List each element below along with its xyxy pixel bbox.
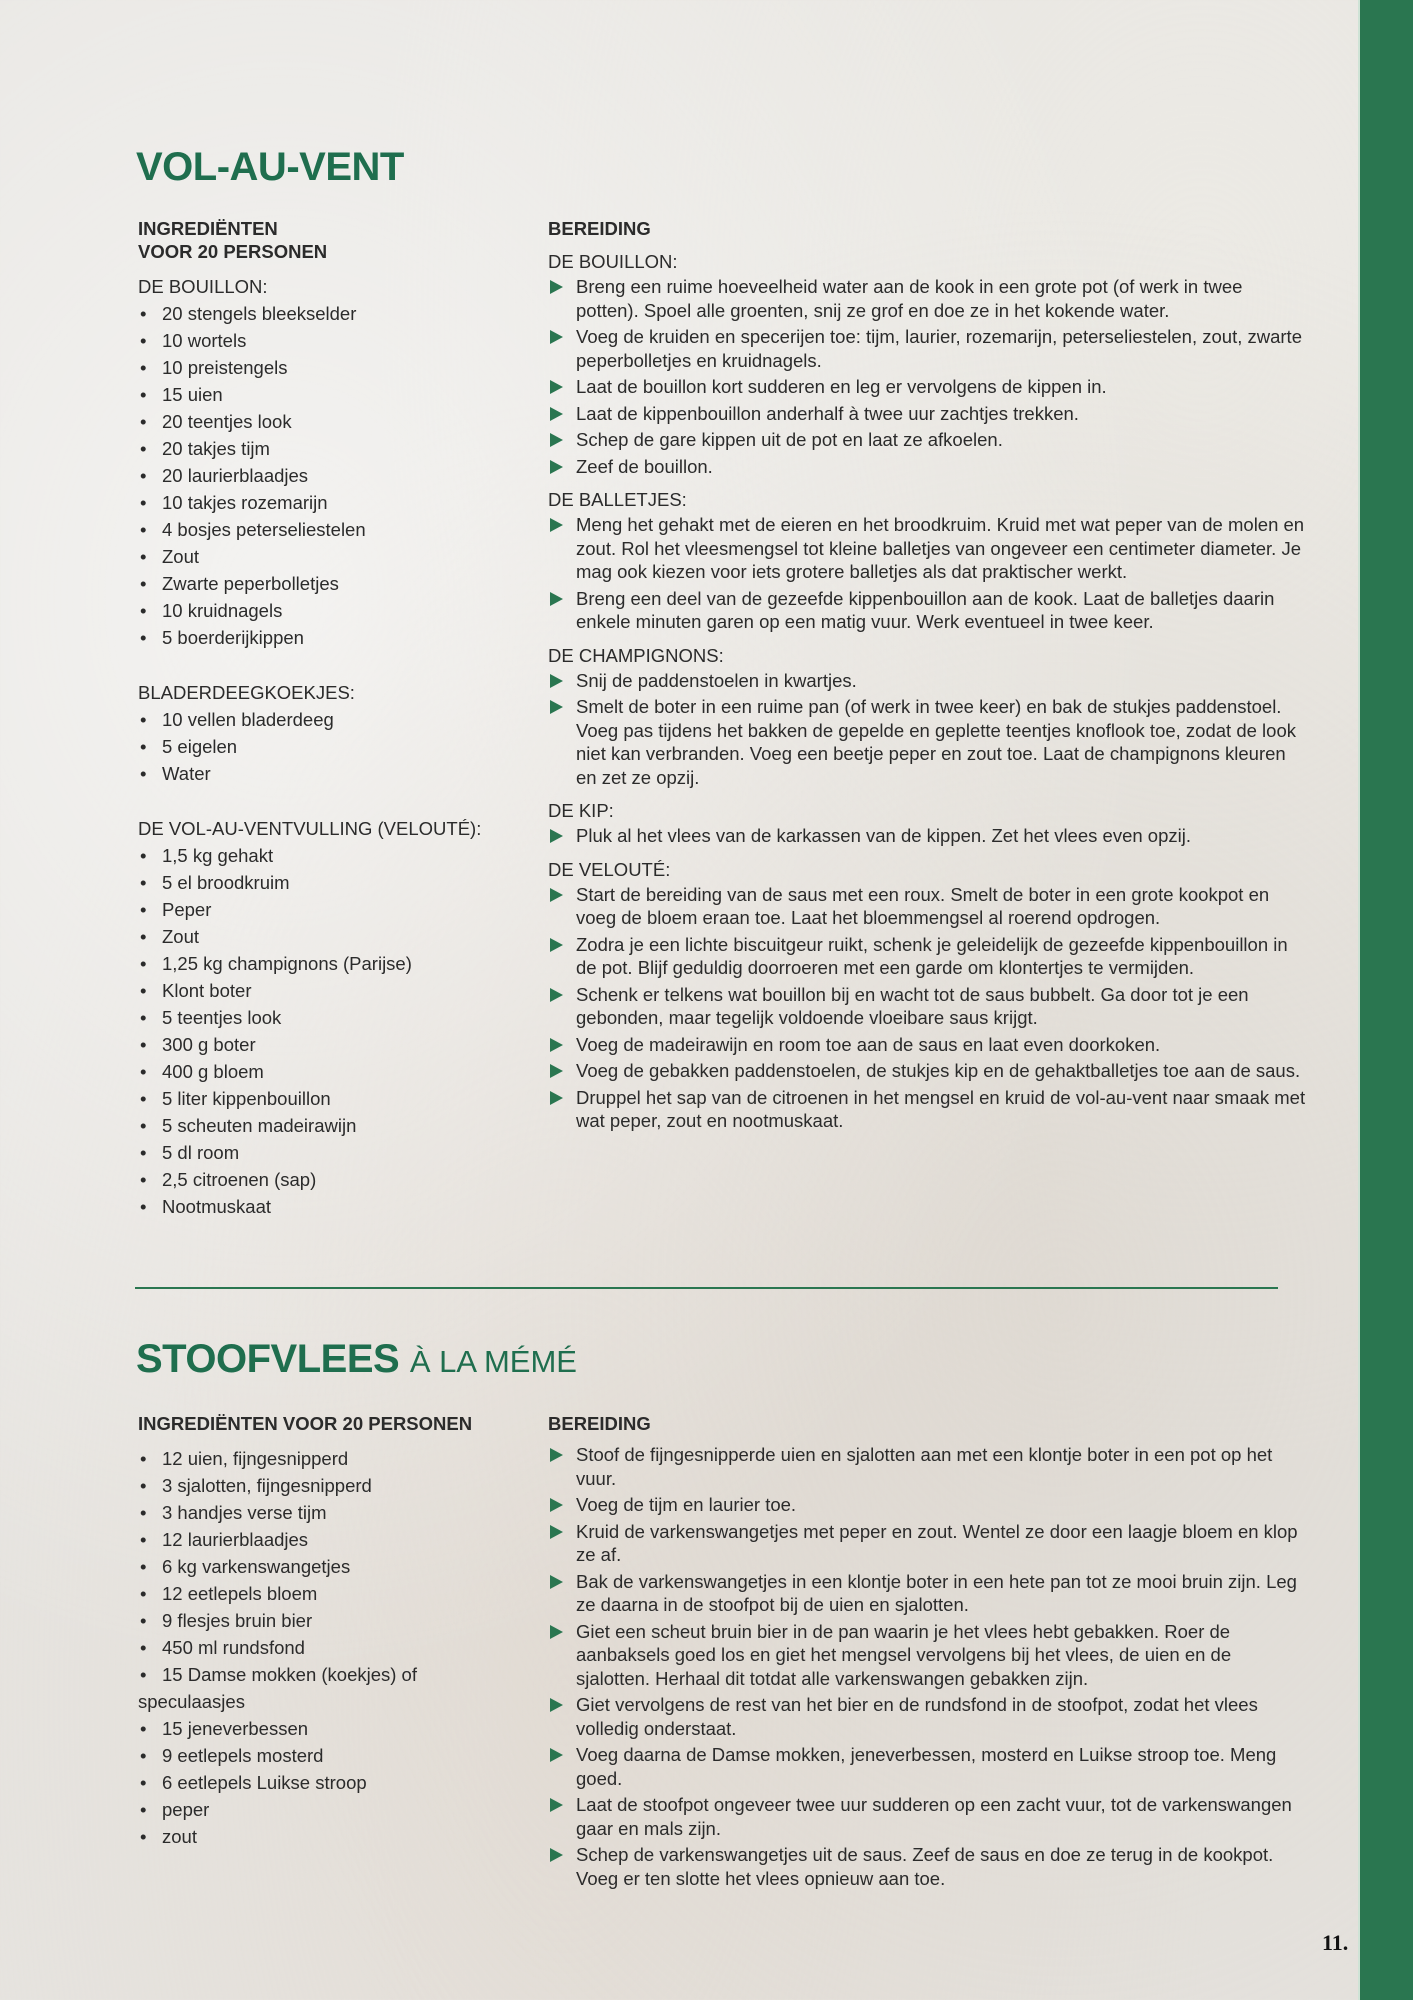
ingredient-item: • Zwarte peperbolletjes: [138, 570, 508, 597]
step-list: [548, 513, 1308, 634]
step-text: Voeg de kruiden en specerijen toe: tijm, laurier, rozemarijn, peterseliestelen, zout, zwarte peperbolletjes en kruidnagels.: [576, 326, 1302, 371]
step-text: Zeef de bouillon.: [576, 455, 713, 477]
ingredient-group: [138, 1445, 508, 1850]
step-list: [548, 669, 1308, 790]
recipe-title-stoofvlees: [136, 1337, 577, 1382]
preparation-heading: BEREIDING: [548, 218, 651, 239]
ingredient-text: 15 Damse mokken (koekjes) of speculaasjes: [138, 1664, 417, 1712]
step-text: Giet een scheut bruin bier in de pan waarin je het vlees hebt gebakken. Roer de aanbaksels goed los en giet het mengsel vervolgens bij het vlees, de uien en de sjalotten. Herhaal dit totdat alle varkenswangen gebakken zijn.: [576, 1620, 1232, 1689]
step-item: [548, 695, 1308, 789]
step-text: Meng het gehakt met de eieren en het broodkruim. Kruid met wat peper van de molen en zout. Rol het vleesmengsel tot kleine balletjes van ongeveer een centimeter diameter. Je mag ook kiezen voor iets grotere balletjes als dat praktischer werkt.: [576, 514, 1305, 582]
play-arrow-icon: [550, 1798, 563, 1812]
step-item: [548, 375, 1308, 399]
step-group: [548, 642, 1308, 790]
ingredient-item: • 10 takjes rozemarijn: [138, 489, 508, 516]
ingredients-heading: INGREDIËNTEN VOOR 20 PERSONEN: [138, 1413, 473, 1434]
ingredient-item: • 15 uien: [138, 381, 508, 408]
recipe-title-vol-au-vent: [136, 145, 404, 190]
step-group: [548, 797, 1308, 848]
ingredient-item: • Zout: [138, 923, 508, 950]
step-item: [548, 275, 1308, 322]
ingredient-item: • 5 liter kippenbouillon: [138, 1085, 508, 1112]
step-text: Start de bereiding van de saus met een roux. Smelt de boter in een grote kookpot en voeg de bloem eraan toe. Laat het bloemmengsel al roerend opdrogen.: [576, 883, 1270, 928]
step-item: [548, 1843, 1308, 1890]
play-arrow-icon: [550, 1091, 563, 1105]
step-item: [548, 1086, 1308, 1133]
play-arrow-icon: [550, 1625, 563, 1639]
step-group: [548, 1443, 1308, 1890]
ingredient-item: • Klont boter: [138, 977, 508, 1004]
step-list: [548, 1443, 1308, 1890]
play-arrow-icon: [550, 888, 563, 902]
step-text: Bak de varkenswangetjes in een klontje boter in een hete pan tot ze mooi bruin zijn. Leg ze daarna in de stoofpot bij de uien en sjalotten.: [576, 1570, 1297, 1615]
step-item: [548, 1570, 1308, 1617]
play-arrow-icon: [550, 1038, 563, 1052]
ingredient-item: • 5 scheuten madeirawijn: [138, 1112, 508, 1139]
ingredient-item: • 10 kruidnagels: [138, 597, 508, 624]
step-group: [548, 248, 1308, 478]
title-suffix: À LA MÉMÉ: [409, 1344, 577, 1379]
step-item: [548, 1520, 1308, 1567]
play-arrow-icon: [550, 988, 563, 1002]
ingredient-item: • 9 eetlepels mosterd: [138, 1742, 508, 1769]
step-text: Stoof de fijngesnipperde uien en sjalotten aan met een klontje boter in een pot op het vuur.: [576, 1444, 1273, 1489]
step-group: [548, 856, 1308, 1133]
play-arrow-icon: [550, 330, 563, 344]
step-item: [548, 513, 1308, 584]
step-group-heading: DE BALLETJES:: [548, 489, 687, 510]
ingredient-item: • 10 vellen bladerdeeg: [138, 706, 508, 733]
step-group-heading: DE VELOUTÉ:: [548, 858, 671, 880]
step-item: [548, 933, 1308, 980]
ingredient-item: • 1,5 kg gehakt: [138, 842, 508, 869]
step-text: Zodra je een lichte biscuitgeur ruikt, schenk je geleidelijk de gezeefde kippenbouillon in de pot. Blijf geduldig doorroeren met een garde om klontertjes te vermijden.: [576, 933, 1288, 978]
step-item: [548, 587, 1308, 634]
ingredient-item: • 300 g boter: [138, 1031, 508, 1058]
ingredient-item: • 5 boerderijkippen: [138, 624, 508, 651]
ingredient-group-heading: DE BOUILLON:: [138, 276, 268, 297]
ingredient-item: • 3 handjes verse tijm: [138, 1499, 508, 1526]
step-text: Laat de bouillon kort sudderen en leg er vervolgens de kippen in.: [576, 376, 1107, 397]
step-text: Schenk er telkens wat bouillon bij en wacht tot de saus bubbelt. Ga door tot je een gebonden, maar tegelijk voldoende vloeibare saus krijgt.: [576, 983, 1249, 1028]
title-main: VOL-AU-VENT: [136, 145, 404, 189]
ingredient-item: • 5 el broodkruim: [138, 869, 508, 896]
page-number: 11.: [1322, 1930, 1349, 1955]
step-item: [548, 883, 1308, 930]
step-item: [548, 428, 1308, 452]
preparation-heading: BEREIDING: [548, 1413, 651, 1434]
ingredient-group: [138, 815, 508, 1220]
play-arrow-icon: [550, 674, 563, 688]
preparation-column: [548, 217, 1308, 1136]
ingredient-item: • 400 g bloem: [138, 1058, 508, 1085]
play-arrow-icon: [550, 1525, 563, 1539]
ingredients-column: [138, 1412, 508, 1850]
play-arrow-icon: [550, 1448, 563, 1462]
step-item: [548, 669, 1308, 693]
ingredient-item: • 20 takjes tijm: [138, 435, 508, 462]
step-group-heading: DE BOUILLON:: [548, 251, 678, 272]
ingredient-item: • 10 preistengels: [138, 354, 508, 381]
ingredient-item: • 20 teentjes look: [138, 408, 508, 435]
step-item: [548, 1033, 1308, 1057]
play-arrow-icon: [550, 1498, 563, 1512]
play-arrow-icon: [550, 1748, 563, 1762]
ingredient-item: • peper: [138, 1796, 508, 1823]
ingredient-item: • 12 laurierblaadjes: [138, 1526, 508, 1553]
ingredients-heading: INGREDIËNTEN: [138, 218, 278, 239]
play-arrow-icon: [550, 1698, 563, 1712]
title-main: STOOFVLEES: [136, 1337, 400, 1381]
step-text: Pluk al het vlees van de karkassen van de kippen. Zet het vlees even opzij.: [576, 825, 1191, 846]
step-text: Voeg de gebakken paddenstoelen, de stukjes kip en de gehaktballetjes toe aan de saus.: [576, 1060, 1301, 1081]
ingredient-group-heading: BLADERDEEGKOEKJES:: [138, 682, 355, 703]
ingredient-item: • 4 bosjes peterseliestelen: [138, 516, 508, 543]
play-arrow-icon: [550, 407, 563, 421]
step-item: [548, 1493, 1308, 1517]
play-arrow-icon: [550, 829, 563, 843]
step-item: [548, 455, 1308, 479]
step-item: [548, 1693, 1308, 1740]
ingredient-group: [138, 273, 508, 651]
ingredient-group: [138, 679, 508, 787]
ingredient-group-heading: DE VOL-AU-VENTVULLING (VELOUTÉ):: [138, 818, 482, 839]
play-arrow-icon: [550, 433, 563, 447]
step-group-heading: DE CHAMPIGNONS:: [548, 644, 724, 666]
step-text: Smelt de boter in een ruime pan (of werk in twee keer) en bak de stukjes paddenstoel. Voeg pas tijdens het bakken de gepelde en geplette teentjes knoflook toe, zodat de look niet kan verbranden. Voeg een beetje peper en zout toe. Laat de champignons kleuren en zet ze opzij.: [576, 696, 1296, 788]
step-item: [548, 824, 1308, 848]
ingredient-item: • 1,25 kg champignons (Parijse): [138, 950, 508, 977]
step-text: Kruid de varkenswangetjes met peper en zout. Wentel ze door een laagje bloem en klop ze af.: [576, 1520, 1298, 1565]
preparation-column: [548, 1412, 1308, 1893]
ingredients-heading: VOOR 20 PERSONEN: [138, 241, 328, 262]
ingredient-list: [138, 1445, 508, 1850]
step-text: Druppel het sap van de citroenen in het mengsel en kruid de vol-au-vent naar smaak met wat peper, zout en nootmuskaat.: [576, 1086, 1306, 1131]
ingredient-item: • 6 eetlepels Luikse stroop: [138, 1769, 508, 1796]
play-arrow-icon: [550, 592, 563, 606]
play-arrow-icon: [550, 1848, 563, 1862]
step-item: [548, 983, 1308, 1030]
step-text: Schep de gare kippen uit de pot en laat ze afkoelen.: [576, 429, 1003, 450]
ingredient-item: • 450 ml rundsfond: [138, 1634, 508, 1661]
step-text: Laat de stoofpot ongeveer twee uur sudderen op een zacht vuur, tot de varkenswangen gaar en mals zijn.: [576, 1794, 1292, 1839]
step-text: Breng een deel van de gezeefde kippenbouillon aan de kook. Laat de balletjes daarin enkele minuten garen op een matig vuur. Werk eventueel in twee keer.: [576, 587, 1275, 632]
ingredient-item: • 15 jeneverbessen: [138, 1715, 508, 1742]
step-text: Giet vervolgens de rest van het bier en de rundsfond in de stoofpot, zodat het vlees volledig onderstaat.: [576, 1694, 1258, 1739]
ingredient-list: [138, 706, 508, 787]
step-group: [548, 486, 1308, 634]
step-item: [548, 1793, 1308, 1840]
ingredient-item: • 5 eigelen: [138, 733, 508, 760]
play-arrow-icon: [550, 938, 563, 952]
step-item: [548, 1443, 1308, 1490]
ingredient-item: • 12 eetlepels bloem: [138, 1580, 508, 1607]
step-group-heading: DE KIP:: [548, 800, 614, 821]
ingredient-item: • 2,5 citroenen (sap): [138, 1166, 508, 1193]
step-text: Voeg de tijm en laurier toe.: [576, 1494, 797, 1515]
ingredient-item: • Nootmuskaat: [138, 1193, 508, 1220]
ingredient-item: • 9 flesjes bruin bier: [138, 1607, 508, 1634]
step-text: Snij de paddenstoelen in kwartjes.: [576, 669, 857, 691]
ingredient-item: • Peper: [138, 896, 508, 923]
play-arrow-icon: [550, 1575, 563, 1589]
step-item: [548, 1620, 1308, 1691]
ingredient-list: [138, 300, 508, 651]
ingredient-item: • zout: [138, 1823, 508, 1850]
step-text: Breng een ruime hoeveelheid water aan de kook in een grote pot (of werk in twee potten). Spoel alle groenten, snij ze grof en doe ze in het kokende water.: [576, 276, 1243, 321]
ingredient-item: • Water: [138, 760, 508, 787]
ingredient-item: • 20 laurierblaadjes: [138, 462, 508, 489]
ingredients-column: [138, 217, 508, 1220]
step-item: [548, 1743, 1308, 1790]
green-side-bar: [1358, 0, 1413, 2000]
ingredient-item: • Zout: [138, 543, 508, 570]
ingredient-list: [138, 842, 508, 1220]
play-arrow-icon: [550, 380, 563, 394]
step-text: Schep de varkenswangetjes uit de saus. Zeef de saus en doe ze terug in de kookpot. Voeg er ten slotte het vlees opnieuw aan toe.: [576, 1844, 1274, 1889]
ingredient-item: • 12 uien, fijngesnipperd: [138, 1445, 508, 1472]
ingredient-item: • 10 wortels: [138, 327, 508, 354]
step-item: [548, 325, 1308, 372]
ingredient-item: • 20 stengels bleekselder: [138, 300, 508, 327]
bullet-icon: •: [140, 1664, 147, 1685]
ingredient-item: [138, 1661, 508, 1715]
step-list: [548, 883, 1308, 1133]
step-text: Laat de kippenbouillon anderhalf à twee uur zachtjes trekken.: [576, 402, 1079, 424]
step-list: [548, 275, 1308, 478]
play-arrow-icon: [550, 280, 563, 294]
ingredient-item: • 5 teentjes look: [138, 1004, 508, 1031]
step-item: [548, 1059, 1308, 1083]
step-text: Voeg daarna de Damse mokken, jeneverbessen, mosterd en Luikse stroop toe. Meng goed.: [576, 1744, 1277, 1789]
ingredient-item: • 5 dl room: [138, 1139, 508, 1166]
play-arrow-icon: [550, 518, 563, 532]
step-list: [548, 824, 1308, 848]
section-divider: [135, 1287, 1278, 1289]
play-arrow-icon: [550, 700, 563, 714]
step-item: [548, 402, 1308, 426]
step-text: Voeg de madeirawijn en room toe aan de saus en laat even doorkoken.: [576, 1033, 1161, 1055]
play-arrow-icon: [550, 460, 563, 474]
play-arrow-icon: [550, 1064, 563, 1078]
ingredient-item: • 3 sjalotten, fijngesnipperd: [138, 1472, 508, 1499]
ingredient-item: • 6 kg varkenswangetjes: [138, 1553, 508, 1580]
